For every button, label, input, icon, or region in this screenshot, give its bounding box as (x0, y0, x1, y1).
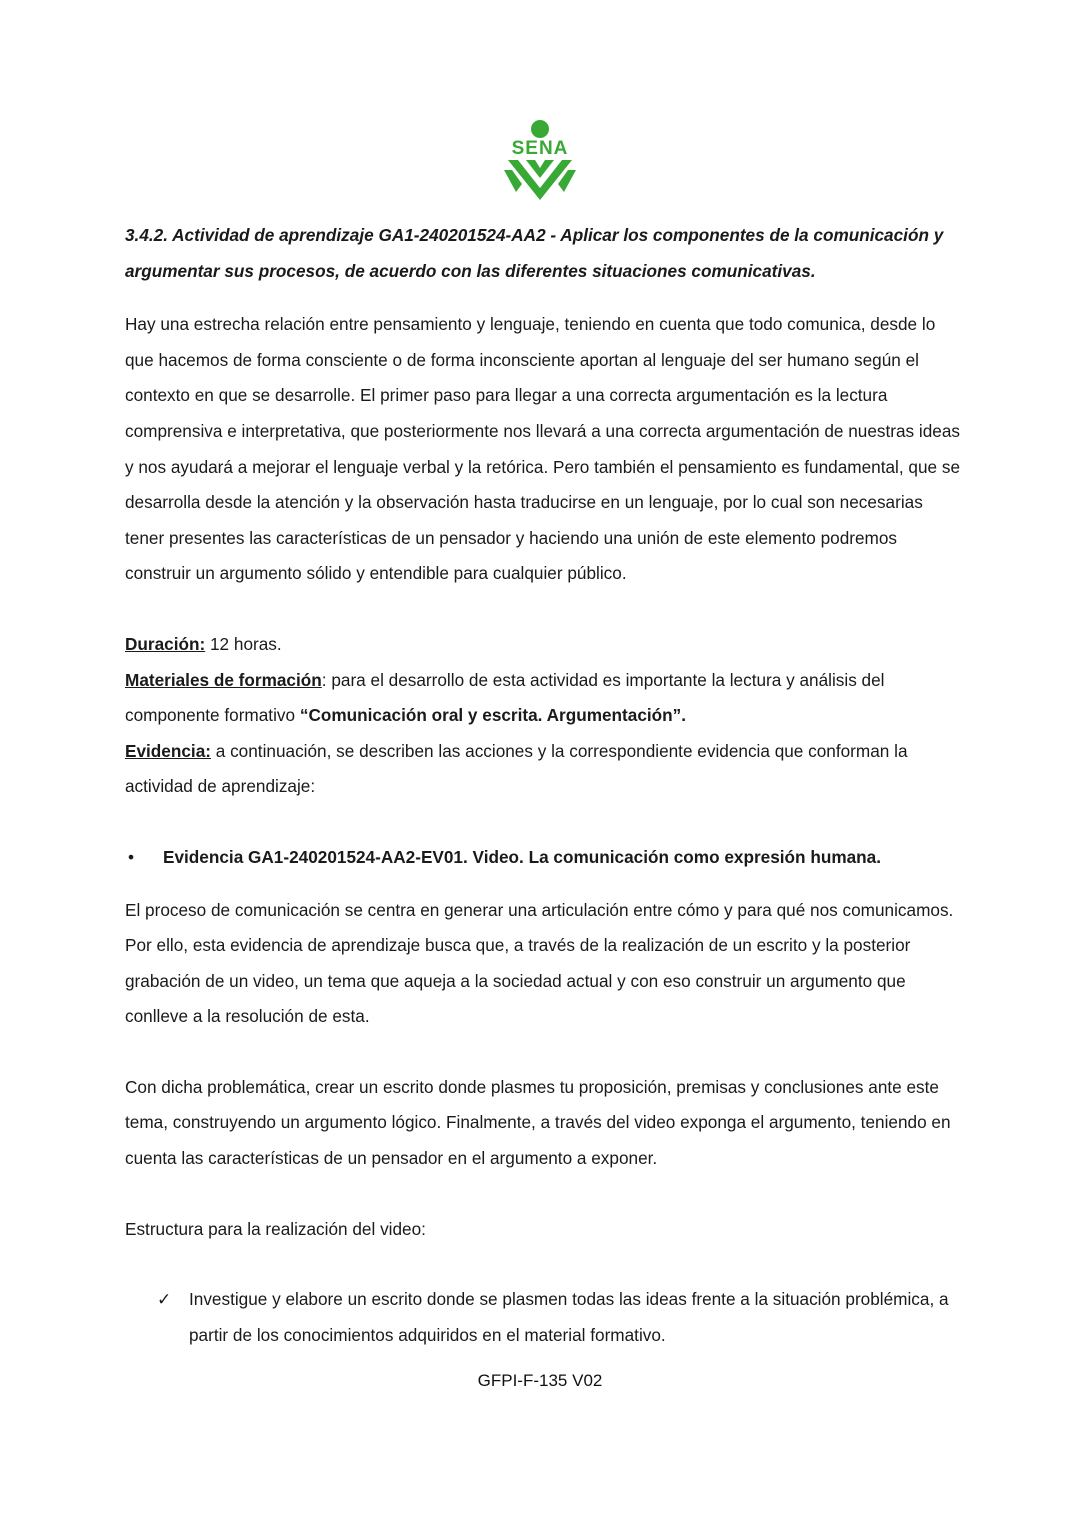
evidence-label: Evidencia: (125, 740, 211, 761)
evidence-text: a continuación, se describen las acciones y la correspondiente evidencia que conforman la actividad de aprendizaje: (125, 740, 908, 797)
checklist-item (157, 1282, 961, 1353)
materials-text: : para el desarrollo de esta actividad es importante la lectura y análisis del componente formativo (125, 669, 885, 726)
sena-logo-text: SENA (511, 138, 569, 159)
materials-line (125, 663, 961, 734)
duration-label: Duración: (125, 633, 206, 654)
checklist-item-text: Investigue y elabore un escrito donde se plasmen todas las ideas frente a la situación problémica, a partir de los conocimientos adquiridos en el material formativo. (189, 1289, 949, 1345)
checkmark-icon: ✓ (157, 1290, 172, 1310)
sena-logo (494, 118, 586, 202)
materials-highlight: “Comunicación oral y escrita. Argumentación”. (299, 705, 687, 726)
intro-paragraph: Hay una estrecha relación entre pensamiento y lenguaje, teniendo en cuenta que todo comunica, desde lo que hacemos de forma consciente o de forma inconsciente aportan al lenguaje del ser humano según el contexto en que se desarrolle. El primer paso para llegar a una correcta argumentación es la lectura comprensiva e interpretativa, que posteriormente nos llevará a una correcta argumentación de nuestras ideas y nos ayudará a mejorar el lenguaje verbal y la retórica. Pero también el pensamiento es fundamental, que se desarrolla desde la atención y la observación hasta traducirse en un lenguaje, por lo cual son necesarias tener presentes las características de un pensador y haciendo una unión de este elemento podremos construir un argumento sólido y entendible para cualquier público. (125, 314, 961, 584)
bullet-icon: • (128, 846, 135, 867)
activity-title: 3.4.2. Actividad de aprendizaje GA1-240201524-AA2 - Aplicar los componentes de la comunicación y argumentar sus procesos, de acuerdo con las diferentes situaciones comunicativas. (125, 225, 944, 281)
materials-label: Materiales de formación (125, 669, 322, 690)
structure-heading: Estructura para la realización del video: (125, 1218, 426, 1239)
document-body (125, 218, 961, 1353)
problem-paragraph: Con dicha problemática, crear un escrito donde plasmes tu proposición, premisas y conclusiones ante este tema, construyendo un argumento lógico. Finalmente, a través del video exponga el argumento, teniendo en cuenta las características de un pensador en el argumento a exponer. (125, 1076, 951, 1169)
footer-code: GFPI-F-135 V02 (477, 1371, 603, 1390)
communication-paragraph: El proceso de comunicación se centra en generar una articulación entre cómo y para qué nos comunicamos. Por ello, esta evidencia de aprendizaje busca que, a través de la realización de un escrito y la posterior grabación de un video, un tema que aqueja a la sociedad actual y con eso construir un argumento que conlleve a la resolución de esta. (125, 899, 954, 1027)
duration-line (125, 627, 961, 663)
duration-value: 12 horas. (205, 633, 282, 654)
evidence-bullet-text: Evidencia GA1-240201524-AA2-EV01. Video. La comunicación como expresión humana. (163, 846, 882, 867)
evidence-bullet (125, 840, 961, 876)
evidence-line (125, 734, 961, 805)
